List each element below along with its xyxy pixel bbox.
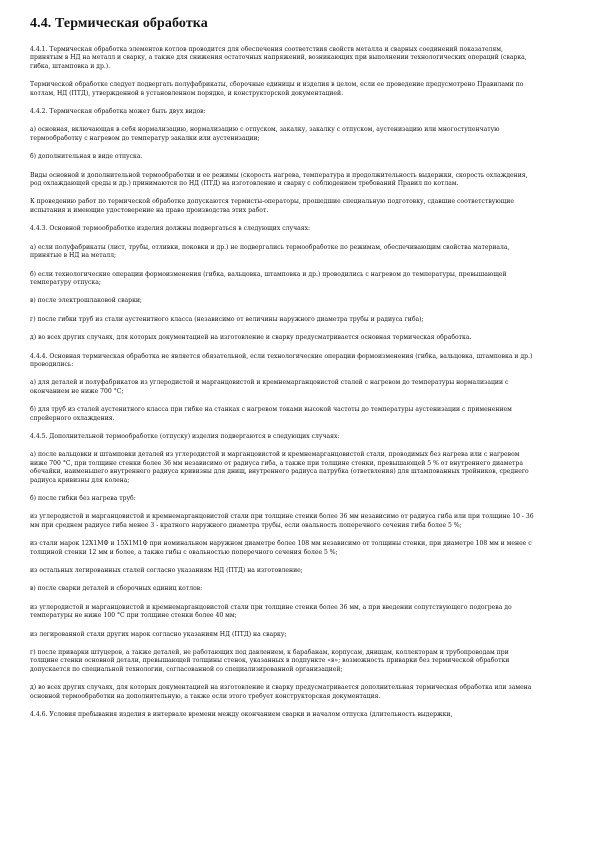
paragraph: 4.4.3. Основной термообработке изделия должны подвергаться в следующих случаях: <box>30 225 311 233</box>
paragraph: г) после приварки штуцеров, а также деталей, не работающих под давлением, к барабанам, корпусам, днищам, коллекторам и трубопроводам при толщине стенки основной детали, превышающей толщины стенок, указанных в подпункте «в»; возможность приварки без термической обработки допускается по специальной технологии, согласованной со специализированной организацией; <box>30 649 510 673</box>
section-body <box>30 46 535 720</box>
paragraph: 4.4.4. Основная термическая обработка не является обязательной, если технологические операции формоизменения (гибка, вальцовка, штамповка и др.) проводились: <box>30 352 533 368</box>
paragraph: из углеродистой и марганцовистой и кремнемарганцовистой стали при толщине стенки более 36 мм независимо от радиуса гиба или при толщине 10 - 36 мм при среднем радиусе гиба менее 3 - кратного наружного диаметра трубы, если овальность поперечного сечения гиба более 5 %; <box>30 513 534 529</box>
paragraph: 4.4.1. Термическая обработка элементов котлов проводится для обеспечения соответствия свойств металла и сварных соединений показателям, принятым в НД на металл и сварку, а также для снижения остаточных напряжений, возникающих при выполнении технологических операций (сварка, гибка, штамповка и др.). <box>30 46 527 70</box>
paragraph: г) после гибки труб из стали аустенитного класса (независимо от величины наружного диаметра трубы и радиуса гиба); <box>30 315 424 323</box>
paragraph: Виды основной и дополнительной термообработки и ее режимы (скорость нагрева, температура и продолжительность выдержки, скорость охлаждения, род охлаждающей среды и др.) принимаются по НД (ПТД) на изготовление и сварку с соблюдением требований Правил по котлам. <box>30 171 528 188</box>
paragraph: из углеродистой и марганцовистой и кремнемарганцовистой стали при толщине стенки более 36 мм, а при введении сопутствующего подогрева до температуры не ниже 100 °С при толщине стенки более 40 мм; <box>30 603 512 620</box>
paragraph: а) после вальцовки и штамповки деталей из углеродистой и марганцовистой и кремнемарганцовистой стали, проводимых без нагрева или с нагревом ниже 700 °С, при толщине стенки более 36 мм независимо от радиуса гиба, а также при толщине стенки, превышающей 5 % от внутреннего диаметра обечайки, наименьшего внутреннего радиуса кривизны для днищ, внутреннего радиуса патрубка (ответвления) для штампованных тройников, среднего радиуса кривизны для колена; <box>30 451 529 484</box>
paragraph: б) после гибки без нагрева труб: <box>30 495 136 502</box>
paragraph: б) если технологические операции формоизменения (гибка, вальцовка, штамповка и др.) проводились с нагревом до температуры, превышающей температуру отпуска; <box>30 270 507 286</box>
paragraph: 4.4.6. Условия пребывания изделия в интервале времени между окончанием сварки и началом отпуска (длительность выдержки, <box>30 711 453 719</box>
paragraph: а) если полуфабрикаты (лист, трубы, отливки, поковки и др.) не подвергались термообработке по режимам, обеспечивающим свойства материала, принятые в НД на металл; <box>30 243 510 260</box>
section-title: 4.4. Термическая обработка <box>30 16 208 31</box>
paragraph: из легированной стали других марок согласно указаниям НД (ПТД) на сварку; <box>30 630 287 638</box>
paragraph: в) после электрошлаковой сварки; <box>30 297 142 305</box>
paragraph: из остальных легированных сталей согласно указаниям НД (ПТД) на изготовление; <box>30 567 303 575</box>
paragraph: а) основная, включающая в себя нормализацию, нормализацию с отпуском, закалку, закалку с отпуском, аустенизацию или многоступенчатую термообработку с нагревом до температур закалки или аустенизации; <box>30 126 500 142</box>
paragraph: д) во всех других случаях, для которых документацией на изготовление и сварку предусматривается основная термическая обработка. <box>30 334 472 342</box>
paragraph: Термической обработке следует подвергать полуфабрикаты, сборочные единицы и изделия в целом, если ее проведение предусмотрено Правилами по котлам, НД (ПТД), утвержденной в установленном порядке, и конструкторской документацией. <box>30 81 524 97</box>
paragraph: К проведению работ по термической обработке допускаются термисты-операторы, прошедшие специальную подготовку, сдавшие соответствующие испытания и имеющие удостоверение на право производства этих работ. <box>30 198 514 214</box>
paragraph: б) для труб из сталей аустенитного класса при гибке на станках с нагревом токами высокой частоты до температуры аустенизации с применением спрейерного охлаждения. <box>30 406 512 422</box>
paragraph: в) после сварки деталей и сборочных единиц котлов: <box>30 585 203 593</box>
paragraph: 4.4.2. Термическая обработка может быть двух видов: <box>30 108 206 116</box>
paragraph: из стали марок 12Х1МФ и 15Х1М1Ф при номинальном наружном диаметре более 108 мм независимо от толщины стенки, при диаметре 108 мм и менее с толщиной стенки 12 мм и более, а также гибы с овальностью поперечного сечения более 5 %; <box>30 540 532 556</box>
paragraph: а) для деталей и полуфабрикатов из углеродистой и марганцовистой и кремнемарганцовистой сталей с нагревом до температуры нормализации с окончанием не ниже 700 °С; <box>30 379 509 395</box>
paragraph: 4.4.5. Дополнительной термообработке (отпуску) изделия подвергаются в следующих случаях: <box>30 432 340 440</box>
paragraph: д) во всех других случаях, для которых документацией на изготовление и сварку предусматривается дополнительная термическая обработка или замена основной термообработки на дополнительную, а также если этого требует конструкторская документация. <box>30 684 532 700</box>
paragraph: б) дополнительная в виде отпуска. <box>30 153 143 161</box>
